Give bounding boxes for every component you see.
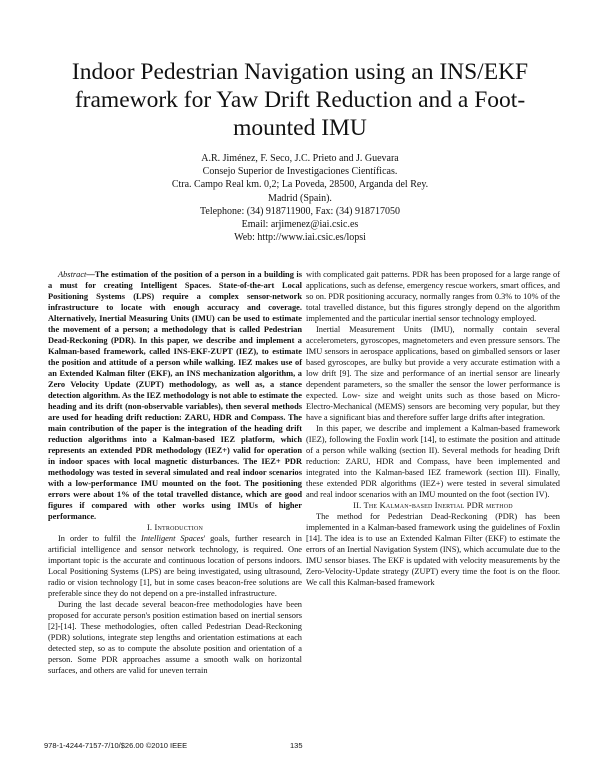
- intro-p1-part-b: ' goals, further research in artificial intelligence and sensor network technology, is required. One important topic is the accurate and continuous location of persons indoors. Local Positioning Systems (LPS) are being investigated, using ultrasound, radio or vision technology [1], but in some cases beacon-free solutions are preferable since they do not depend on a pre-installed infrastructure.: [48, 534, 302, 598]
- intro-paragraph-2: During the last decade several beacon-free methodologies have been proposed for accurate person's position estimation based on inertial sensors [2]-[14]. These methodologies, often called Pedestrian Dead-Reckoning (PDR) solutions, integrate step lengths and orientation estimations at each detected step, so as to compute the absolute position and orientation of a person. Some PDR approaches assume a smooth walk on horizontal surfaces, and others are valid for uneven terrain: [48, 600, 302, 675]
- intro-paragraph-1: [48, 533, 302, 599]
- abstract-text: —The estimation of the position of a person in a building is a must for creating Intelligent Spaces. State-of-the-art Local Positioning Systems (LPS) require a complex sensor-network infrastructure to locate with enough accuracy and coverage. Alternatively, Inertial Measuring Units (IMU) can be used to estimate the movement of a person; a methodology that is called Pedestrian Dead-Reckoning (PDR). In this paper, we describe and implement a Kalman-based framework, called INS-EKF-ZUPT (IEZ), to estimate the position and attitude of a person while walking. IEZ makes use of an Extended Kalman filter (EKF), an INS mechanization algorithm, a Zero Velocity Update (ZUPT) methodology, as well as, a stance detection algorithm. As the IEZ methodology is not able to estimate the heading and its drift (non-observable variables), then several methods are used for heading drift reduction: ZARU, HDR and Compass. The main contribution of the paper is the integration of the heading drift reduction algorithms into a Kalman-based IEZ platform, which represents an extended PDR methodology (IEZ+) valid for operation in indoor spaces with local magnetic disturbances. The IEZ+ PDR methodology was tested in several simulated and real indoor scenarios with a low-performance IMU mounted on the foot. The positioning errors were about 1% of the total travelled distance, which are good figures if compared with other works using IMUs of higher performance.: [48, 270, 302, 521]
- abstract-label: Abstract: [58, 270, 87, 279]
- footer-page-number: 135: [290, 741, 303, 750]
- author-email[interactable]: Email: arjimenez@iai.csic.es: [241, 219, 359, 231]
- intro-p1-part-a: In order to fulfil the: [58, 534, 141, 543]
- author-affiliation: Consejo Superior de Investigaciones Científicas.: [202, 166, 398, 178]
- section-heading-kalman: II. The Kalman-based Inertial PDR method: [353, 501, 513, 510]
- intro-p1-emphasis: Intelligent Spaces: [140, 534, 204, 543]
- author-names: A.R. Jiménez, F. Seco, J.C. Prieto and J. Guevara: [201, 153, 399, 164]
- right-column: [306, 269, 560, 588]
- right-paragraph-3: In this paper, we describe and implement a Kalman-based framework (IEZ), following the Foxlin work [14], to estimate the position and attitude of a person while walking (section II). Several methods for heading Drift reduction: ZARU, HDR and Compass, have been implemented and integrated into the Kalman-based IEZ framework (section III). Finally, these extended PDR algorithms (IEZ+) were tested in several simulated and real indoor scenarios with an IMU mounted on the foot (section IV).: [306, 424, 560, 499]
- author-block: [60, 152, 540, 244]
- author-web[interactable]: Web: http://www.iai.csic.es/lopsi: [234, 232, 366, 244]
- section-heading-introduction: I. Introduction: [146, 523, 204, 532]
- author-address-2: Madrid (Spain).: [268, 192, 332, 204]
- left-column: [48, 269, 302, 676]
- author-phone: Telephone: (34) 918711900, Fax: (34) 918717050: [199, 205, 400, 217]
- right-paragraph-4: The method for Pedestrian Dead-Reckoning (PDR) has been implemented in a Kalman-based framework using the guidelines of Foxlin [14]. The idea is to use an Extended Kalman Filter (EKF) to estimate the errors of an Inertial Navigation System (INS), which accumulate due to the IMU sensor biases. The EKF is updated with velocity measurements by the Zero-Velocity-Update strategy (ZUPT) every time the foot is on the floor. We call this Kalman-based framework: [306, 512, 560, 587]
- footer-isbn: 978-1-4244-7157-7/10/$26.00 ©2010 IEEE: [44, 741, 188, 750]
- right-paragraph-1: with complicated gait patterns. PDR has been proposed for a large range of applications, such as defense, emergency rescue workers, smart offices, and so on. PDR positioning accuracy, normally ranges from 0.3% to 10% of the total travelled distance, but this figures strongly depend on the algorithm implemented and the particular inertial sensor technology employed.: [306, 270, 560, 323]
- author-address-1: Ctra. Campo Real km. 0,2; La Poveda, 28500, Arganda del Rey.: [171, 179, 429, 191]
- paper-title: Indoor Pedestrian Navigation using an INS/EKF framework for Yaw Drift Reduction and a Foot-mounted IMU: [71, 59, 529, 141]
- right-paragraph-2: Inertial Measurement Units (IMU), normally contain several accelerometers, gyroscopes, magnetometers and even pressure sensors. The IMU sensors in aerospace applications, based on gimballed sensors or laser based gyroscopes, are bulky but provide a very accurate estimation with a low drift [9]. The size and performance of an inertial sensor are linearly dependent parameters, so the smaller the sensor the lower performance is expected. Low- size and weight units such as those based on Micro-Electro-Mechanical (MEMS) sensors are becoming very popular, but they have a significant bias and therefore suffer large drifts after integration.: [306, 325, 560, 422]
- abstract: [48, 269, 302, 522]
